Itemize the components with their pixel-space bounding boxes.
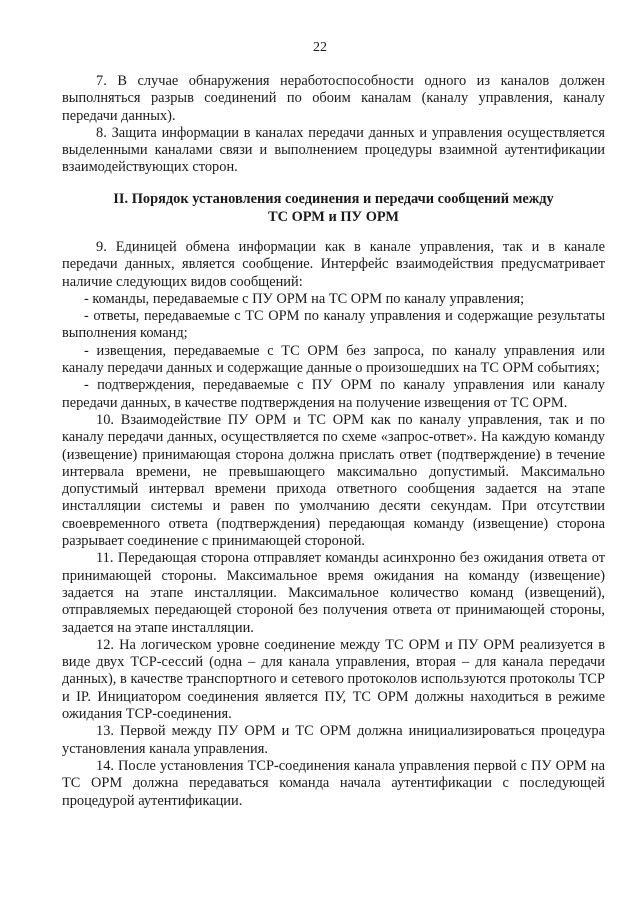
list-item-confirmations: - подтверждения, передаваемые с ПУ ОРМ по каналу управления или каналу передачи данных, в качестве подтверждения на получение извещения от ТС ОРМ.	[62, 377, 605, 411]
paragraph-7: 7. В случае обнаружения неработоспособности одного из каналов должен выполняться разрыв соединений по обоим каналам (каналу управления, каналу передачи данных).	[62, 73, 605, 124]
paragraph-8: 8. Защита информации в каналах передачи данных и управления осуществляется выделенными каналами связи и выполнением процедуры взаимной аутентификации взаимодействующих сторон.	[62, 124, 605, 176]
section-heading-line-2: ТС ОРМ и ПУ ОРМ	[267, 209, 399, 225]
page-number: 22	[313, 40, 327, 55]
paragraph-13: 13. Первой между ПУ ОРМ и ТС ОРМ должна инициализироваться процедура установления канала управления.	[62, 723, 605, 757]
paragraph-14: 14. После установления TCP-соединения канала управления первой с ПУ ОРМ на ТС ОРМ должна передаваться команда начала аутентификации с последующей процедурой аутентификации.	[62, 757, 605, 809]
paragraph-11: 11. Передающая сторона отправляет команды асинхронно без ожидания ответа от принимающей стороны. Максимальное время ожидания на команду (извещение) задается на этапе инсталляции. Максимальное количество команд (извещений), отправляемых передающей стороной без получения ответа от принимающей стороны, задается на этапе инсталляции.	[62, 550, 605, 636]
paragraphs-after-heading	[62, 239, 605, 810]
paragraph-9: 9. Единицей обмена информации как в канале управления, так и в канале передачи данных, является сообщение. Интерфейс взаимодействия предусматривает наличие следующих видов сообщений:	[62, 239, 605, 290]
section-heading-line-1: II. Порядок установления соединения и передачи сообщений между	[113, 191, 554, 207]
paragraph-12: 12. На логическом уровне соединение между ТС ОРМ и ПУ ОРМ реализуется в виде двух TCP-сессий (одна – для канала управления, вторая – для канала передачи данных), в качестве транспортного и сетевого протоколов используются протоколы TCP и IP. Инициатором соединения является ПУ, ТС ОРМ должны находиться в режиме ожидания TCP-соединения.	[62, 636, 605, 723]
list-item-commands: - команды, передаваемые с ПУ ОРМ на ТС ОРМ по каналу управления;	[84, 290, 525, 307]
paragraphs-before-heading	[62, 73, 605, 177]
list-item-answers: - ответы, передаваемые с ТС ОРМ по каналу управления и содержащие результаты выполнения команд;	[62, 308, 605, 342]
list-item-notifications: - извещения, передаваемые с ТС ОРМ без запроса, по каналу управления или каналу передачи данных и содержащие данные о произошедших на ТС ОРМ событиях;	[62, 342, 605, 377]
section-heading	[62, 190, 605, 226]
paragraph-10: 10. Взаимодействие ПУ ОРМ и ТС ОРМ как по каналу управления, так и по каналу передачи данных, осуществляется по схеме «запрос-ответ». На каждую команду (извещение) принимающая сторона должна прислать ответ (подтверждение) в течение интервала времени, не превышающего максимально допустимый. Максимально допустимый интервал времени прихода ответного сообщения задается на этапе инсталляции системы и равен по умолчанию десяти секундам. При отсутствии своевременного ответа (подтверждения) передающая команду (извещение) сторона разрывает соединение с принимающей стороной.	[62, 411, 605, 550]
